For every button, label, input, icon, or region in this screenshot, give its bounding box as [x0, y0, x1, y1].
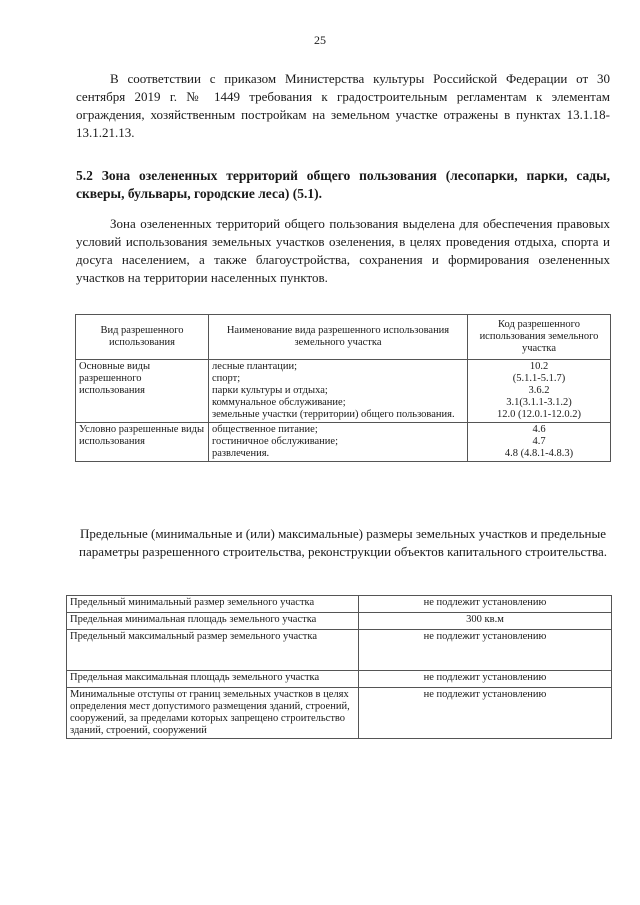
use-code: 4.6 — [532, 424, 546, 435]
limits-table — [66, 595, 612, 739]
use-code: 4.7 — [532, 436, 546, 447]
use-name: коммунальное обслуживание; — [212, 397, 346, 408]
permitted-uses-table — [75, 314, 611, 462]
table-row — [67, 596, 612, 613]
section-heading: 5.2 Зона озелененных территорий общего пользования (лесопарки, парки, сады, скверы, бульвары, городские леса) (5.1). — [76, 168, 610, 201]
use-name: гостиничное обслуживание; — [212, 436, 338, 447]
limit-value: не подлежит установлению — [359, 688, 612, 739]
header-use-type: Вид разрешенного использования — [76, 315, 209, 360]
table-row — [67, 688, 612, 739]
zone-paragraph: Зона озелененных территорий общего пользования выделена для обеспечения правовых условий использования земельных участков озеленения, в целях проведения отдыха, спорта и досуга населением, а также благоустройства, сохранения и формирования озелененных участков на территории населенных пунктов. — [76, 216, 610, 285]
table-row — [76, 423, 611, 462]
table-row — [67, 613, 612, 630]
limits-heading: Предельные (минимальные и (или) максимальные) размеры земельных участков и предельные параметры разрешенного строительства, реконструкции объектов капитального строительства. — [78, 526, 607, 559]
limit-value: 300 кв.м — [359, 613, 612, 630]
use-type-cell: Условно разрешенные виды использования — [76, 423, 209, 462]
header-use-name: Наименование вида разрешенного использования земельного участка — [209, 315, 468, 360]
use-names-cell — [209, 423, 468, 462]
use-name: спорт; — [212, 373, 241, 384]
use-code: (5.1.1-5.1.7) — [512, 373, 566, 384]
use-code: 3.1(3.1.1-3.1.2) — [506, 397, 572, 408]
use-codes-cell — [468, 360, 611, 423]
limit-param: Предельный минимальный размер земельного участка — [67, 596, 359, 613]
limit-param: Предельная минимальная площадь земельного участка — [67, 613, 359, 630]
limit-value: не подлежит установлению — [359, 671, 612, 688]
use-names-cell — [209, 360, 468, 423]
use-name: парки культуры и отдыха; — [212, 385, 328, 396]
use-code: 12.0 (12.0.1-12.0.2) — [497, 409, 581, 420]
use-name: земельные участки (территории) общего пользования. — [212, 409, 455, 420]
use-type-cell: Основные виды разрешенного использования — [76, 360, 209, 423]
table-row — [76, 360, 611, 423]
header-use-code: Код разрешенного использования земельного участка — [468, 315, 611, 360]
page-number: 25 — [314, 33, 326, 47]
use-name: общественное питание; — [212, 424, 318, 435]
table-row — [67, 671, 612, 688]
use-codes-cell — [468, 423, 611, 462]
limit-param: Предельный максимальный размер земельного участка — [67, 630, 359, 671]
use-name: лесные плантации; — [212, 361, 298, 372]
use-code: 3.6.2 — [528, 385, 550, 396]
table-header-row — [76, 315, 611, 360]
limit-value: не подлежит установлению — [359, 596, 612, 613]
limit-value: не подлежит установлению — [359, 630, 612, 671]
intro-paragraph: В соответствии с приказом Министерства культуры Российской Федерации от 30 сентября 2019 г. № 1449 требования к градостроительным регламентам к элементам ограждения, хозяйственным постройкам на земельном участке отражены в пунктах 13.1.18-13.1.21.13. — [76, 71, 610, 140]
table-row — [67, 630, 612, 671]
limit-param: Минимальные отступы от границ земельных участков в целях определения мест допустимого размещения зданий, строений, сооружений, за пределами которых запрещено строительство зданий, строений, сооружений — [67, 688, 359, 739]
use-name: развлечения. — [212, 448, 270, 459]
use-code: 4.8 (4.8.1-4.8.3) — [504, 448, 574, 459]
limit-param: Предельная максимальная площадь земельного участка — [67, 671, 359, 688]
use-code: 10.2 — [529, 361, 549, 372]
